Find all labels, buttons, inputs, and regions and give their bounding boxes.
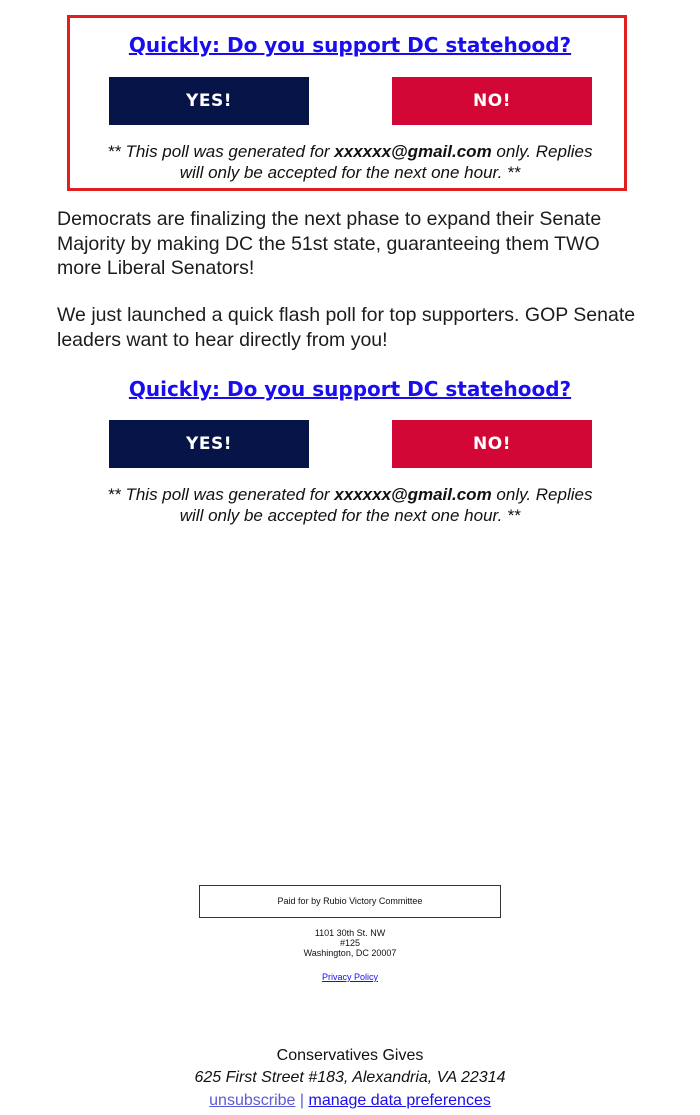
committee-address-line1: 1101 30th St. NW — [314, 928, 386, 938]
footer-org-name: Conservatives Gives — [276, 1047, 424, 1064]
top-poll-note-suffix: only. Replies — [491, 142, 593, 161]
bottom-poll-note-email: xxxxxx@gmail.com — [334, 485, 492, 504]
committee-address-line2: #125 — [339, 938, 361, 948]
bottom-poll-note-prefix: ** This poll was generated for — [107, 485, 335, 504]
top-poll-note — [0, 141, 700, 183]
bottom-yes-button[interactable]: YES! — [109, 420, 309, 468]
top-yes-button[interactable]: YES! — [109, 77, 309, 125]
unsubscribe-link[interactable]: unsubscribe — [209, 1092, 296, 1109]
bottom-poll-title-wrap — [0, 377, 700, 401]
bottom-poll-note — [0, 484, 700, 526]
manage-data-preferences-link[interactable]: manage data preferences — [308, 1092, 491, 1109]
footer-address: 625 First Street #183, Alexandria, VA 22314 — [194, 1069, 506, 1086]
bottom-poll-title-link[interactable]: Quickly: Do you support DC statehood? — [128, 377, 572, 401]
intro-paragraph: Democrats are finalizing the next phase to expand their Senate Majority by making DC the 51st state, guaranteeing them TWO more Liberal Senators! — [57, 208, 602, 279]
top-poll-title-link[interactable]: Quickly: Do you support DC statehood? — [128, 33, 572, 57]
top-poll-note-line2: will only be accepted for the next one hour. ** — [179, 163, 521, 182]
bottom-no-button[interactable]: NO! — [392, 420, 592, 468]
top-poll-title-wrap — [0, 33, 700, 57]
paid-for-disclaimer: Paid for by Rubio Victory Committee — [199, 885, 501, 918]
committee-address-line3: Washington, DC 20007 — [303, 948, 397, 958]
top-poll-note-prefix: ** This poll was generated for — [107, 142, 335, 161]
bottom-poll-note-suffix: only. Replies — [491, 485, 593, 504]
top-poll-note-email: xxxxxx@gmail.com — [334, 142, 492, 161]
privacy-policy-link[interactable]: Privacy Policy — [321, 972, 378, 982]
flash-poll-paragraph: We just launched a quick flash poll for top supporters. GOP Senate leaders want to hear directly from you! — [57, 304, 636, 351]
footer-link-separator: | — [299, 1092, 305, 1109]
privacy-policy-wrap — [0, 972, 700, 983]
footer-links — [0, 1090, 700, 1112]
bottom-poll-note-line2: will only be accepted for the next one hour. ** — [179, 506, 521, 525]
top-no-button[interactable]: NO! — [392, 77, 592, 125]
